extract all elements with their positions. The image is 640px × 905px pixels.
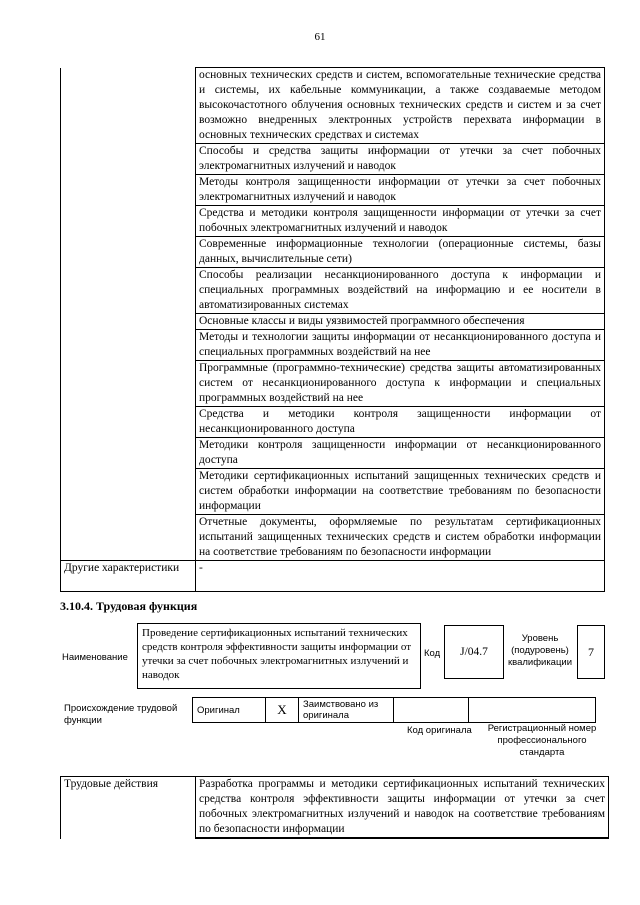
other-characteristics-value: - <box>196 561 605 592</box>
knowledge-item: Методики сертификационных испытаний защищенных технических средств и систем обработки информации на соответствие требованиям по безопасности информации <box>196 469 604 515</box>
knowledge-table <box>60 67 605 592</box>
other-characteristics-label: Другие характеристики <box>61 561 196 592</box>
origin-label: Происхождение трудовой функции <box>64 703 178 726</box>
origin-table <box>192 697 596 723</box>
knowledge-item: Современные информационные технологии (операционные системы, базы данных, вычислительные сети) <box>196 237 604 268</box>
qualification-level: 7 <box>577 625 605 679</box>
section-heading: 3.10.4. Трудовая функция <box>60 599 198 613</box>
knowledge-label-cell <box>61 68 196 561</box>
knowledge-item: Методы и технологии защиты информации от несанкционированного доступа и специальных программных воздействий на нее <box>196 330 604 361</box>
actions-table <box>60 776 609 839</box>
origin-code-cell <box>394 698 469 723</box>
page-number: 61 <box>314 31 326 43</box>
origin-reg-cell <box>469 698 596 723</box>
origin-mark: X <box>266 698 299 723</box>
knowledge-item: Способы и средства защиты информации от утечки за счет побочных электромагнитных излучений и наводок <box>196 144 604 175</box>
knowledge-item: Основные классы и виды уязвимостей программного обеспечения <box>196 314 604 330</box>
knowledge-items-cell <box>196 68 605 561</box>
knowledge-item: Отчетные документы, оформляемые по результатам сертификационных испытаний защищенных технических средств и систем обработки информации на соответствие требованиям по безопасности информации <box>199 516 601 558</box>
knowledge-item: Методики контроля защищенности информации от несанкционированного доступа <box>196 438 604 469</box>
code-original-label: Код оригинала <box>407 725 472 736</box>
qualification-level-label: Уровень (подуровень) квалификации <box>507 633 573 668</box>
knowledge-item: Способы реализации несанкционированного доступа к информации и специальных программных воздействий на информацию и ее носители в автоматизированных системах <box>196 268 604 314</box>
actions-label: Трудовые действия <box>61 777 196 839</box>
origin-borrowed: Заимствовано из оригинала <box>299 698 394 723</box>
knowledge-item: Программные (программно-технические) средства защиты автоматизированных систем от несанкционированного доступа к информации и специальных программных воздействий на нее <box>196 361 604 407</box>
knowledge-item: Средства и методики контроля защищенности информации от несанкционированного доступа <box>196 407 604 438</box>
function-code: J/04.7 <box>444 625 504 679</box>
origin-original: Оригинал <box>193 698 266 723</box>
code-label: Код <box>424 648 441 659</box>
action-item: Разработка программы и методики сертификационных испытаний технических средства контроля эффективности защиты информации от утечки за счет побочных электромагнитных излучений и наводок на соответствие требованиям по безопасности информации <box>196 777 608 838</box>
actions-items-cell <box>196 777 609 839</box>
name-label: Наименование <box>62 652 128 663</box>
knowledge-item: Методы контроля защищенности информации от утечки за счет побочных электромагнитных излучений и наводок <box>196 175 604 206</box>
function-name: Проведение сертификационных испытаний технических средств контроля эффективности защиты информации от утечки за счет побочных электромагнитных излучений и наводок <box>137 623 421 689</box>
knowledge-item: Средства и методики контроля защищенности информации от утечки за счет побочных электромагнитных излучений и наводок <box>196 206 604 237</box>
reg-number-label: Регистрационный номер профессионального стандарта <box>487 723 597 758</box>
knowledge-item: основных технических средств и систем, вспомогательные технические средства и системы, их кабельные коммуникации, а также создаваемые методом высокочастотного облучения основных технических средств и систем и за счет возможно внедренных электронных устройств перехвата информации в основных технических средствах и системах <box>196 68 604 144</box>
